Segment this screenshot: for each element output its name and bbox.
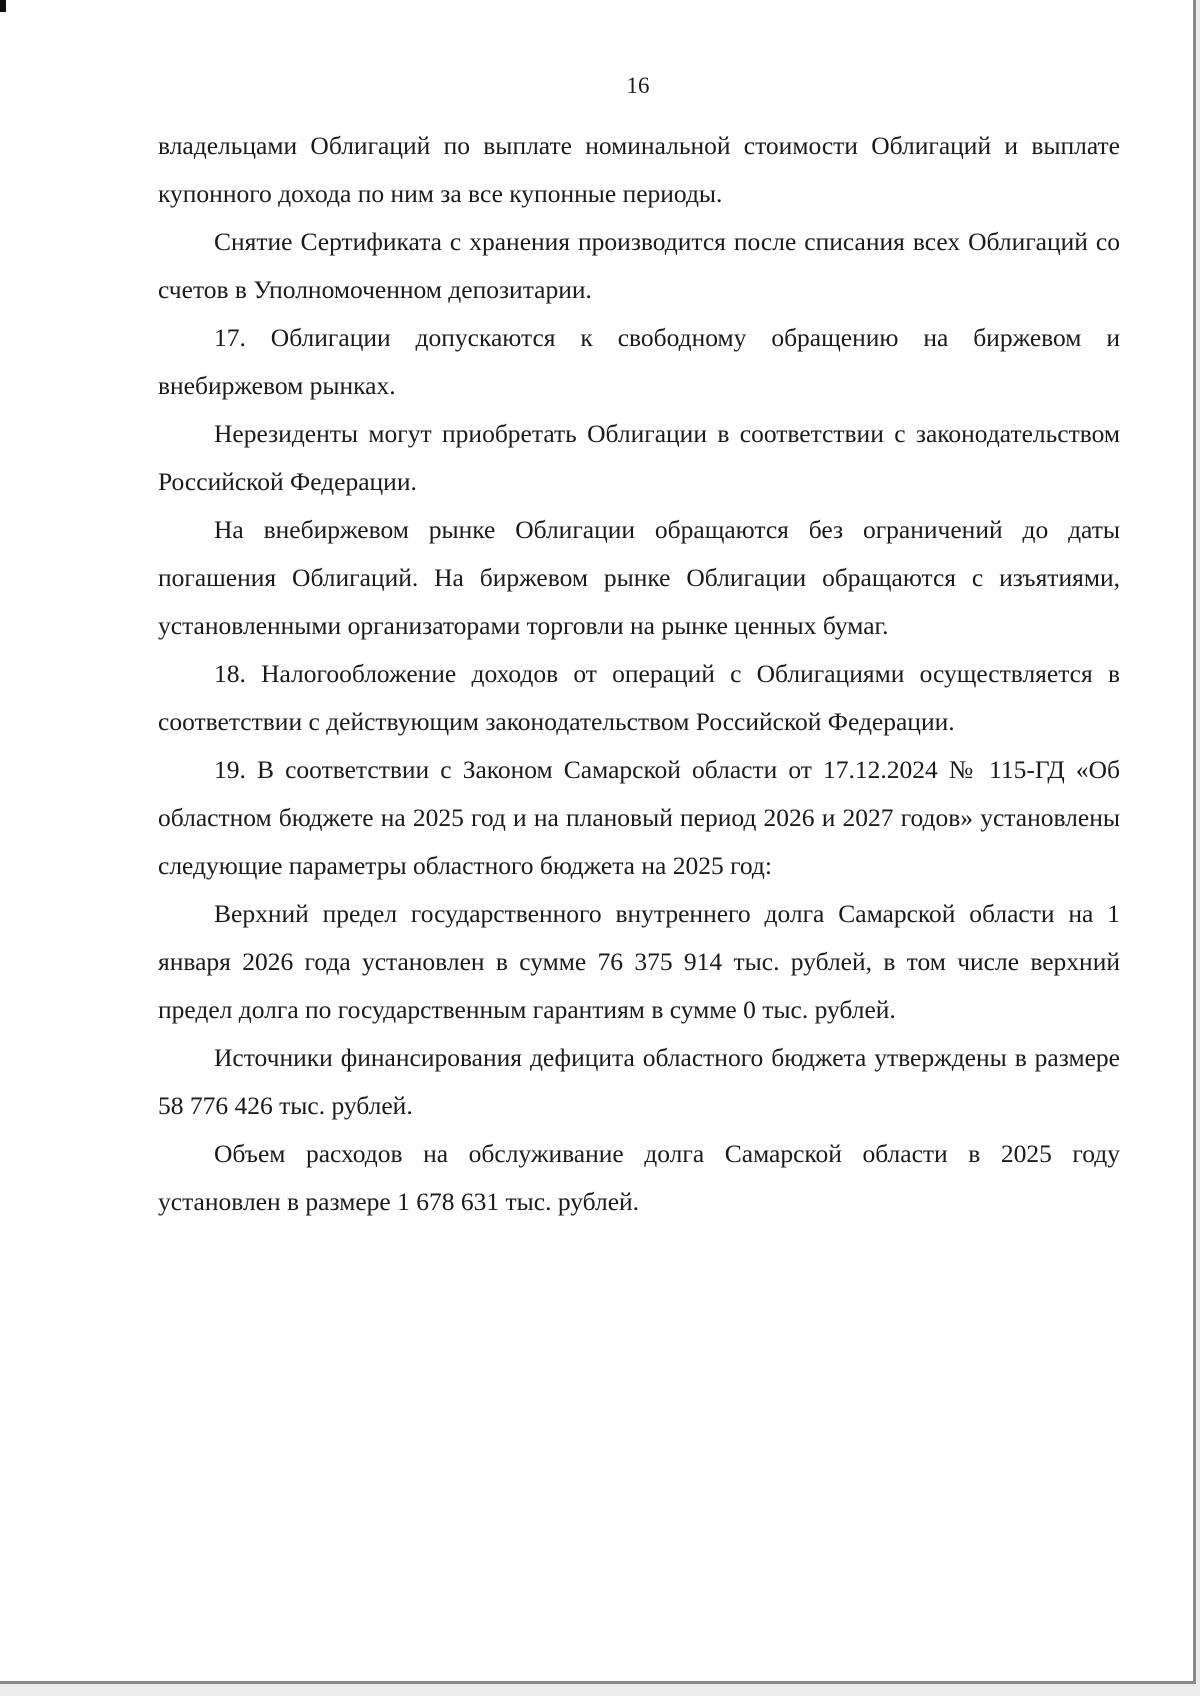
paragraph-10: Объем расходов на обслуживание долга Самарской области в 2025 году установлен в размере 1 678 631 тыс. рублей.	[158, 1139, 1120, 1216]
paragraph-5: На внебиржевом рынке Облигации обращаются без ограничений до даты погашения Облигаций. На биржевом рынке Облигации обращаются с изъятиями, установленными организаторами торговли на рынке ценных бумаг.	[158, 515, 1120, 640]
page-number: 16	[626, 73, 650, 98]
paragraph-2: Снятие Сертификата с хранения производится после списания всех Облигаций со счетов в Уполномоченном депозитарии.	[158, 227, 1120, 304]
paragraph-6: 18. Налогообложение доходов от операций с Облигациями осуществляется в соответствии с действующим законодательством Российской Федерации.	[158, 659, 1120, 736]
paragraph-9: Источники финансирования дефицита областного бюджета утверждены в размере 58 776 426 тыс. рублей.	[158, 1043, 1120, 1120]
paragraph-1: владельцами Облигаций по выплате номинальной стоимости Облигаций и выплате купонного дохода по ним за все купонные периоды.	[158, 131, 1120, 208]
paragraph-3: 17. Облигации допускаются к свободному обращению на биржевом и внебиржевом рынках.	[158, 323, 1120, 400]
paragraph-8: Верхний предел государственного внутреннего долга Самарской области на 1 января 2026 года установлен в сумме 76 375 914 тыс. рублей, в том числе верхний предел долга по государственным гарантиям в сумме 0 тыс. рублей.	[158, 899, 1120, 1024]
document-body	[158, 122, 1120, 1226]
paragraph-4: Нерезиденты могут приобретать Облигации в соответствии с законодательством Российской Федерации.	[158, 419, 1120, 496]
paragraph-7: 19. В соответствии с Законом Самарской области от 17.12.2024 № 115-ГД «Об областном бюджете на 2025 год и на плановый период 2026 и 2027 годов» установлены следующие параметры областного бюджета на 2025 год:	[158, 755, 1120, 880]
scan-corner-mark	[0, 0, 6, 12]
